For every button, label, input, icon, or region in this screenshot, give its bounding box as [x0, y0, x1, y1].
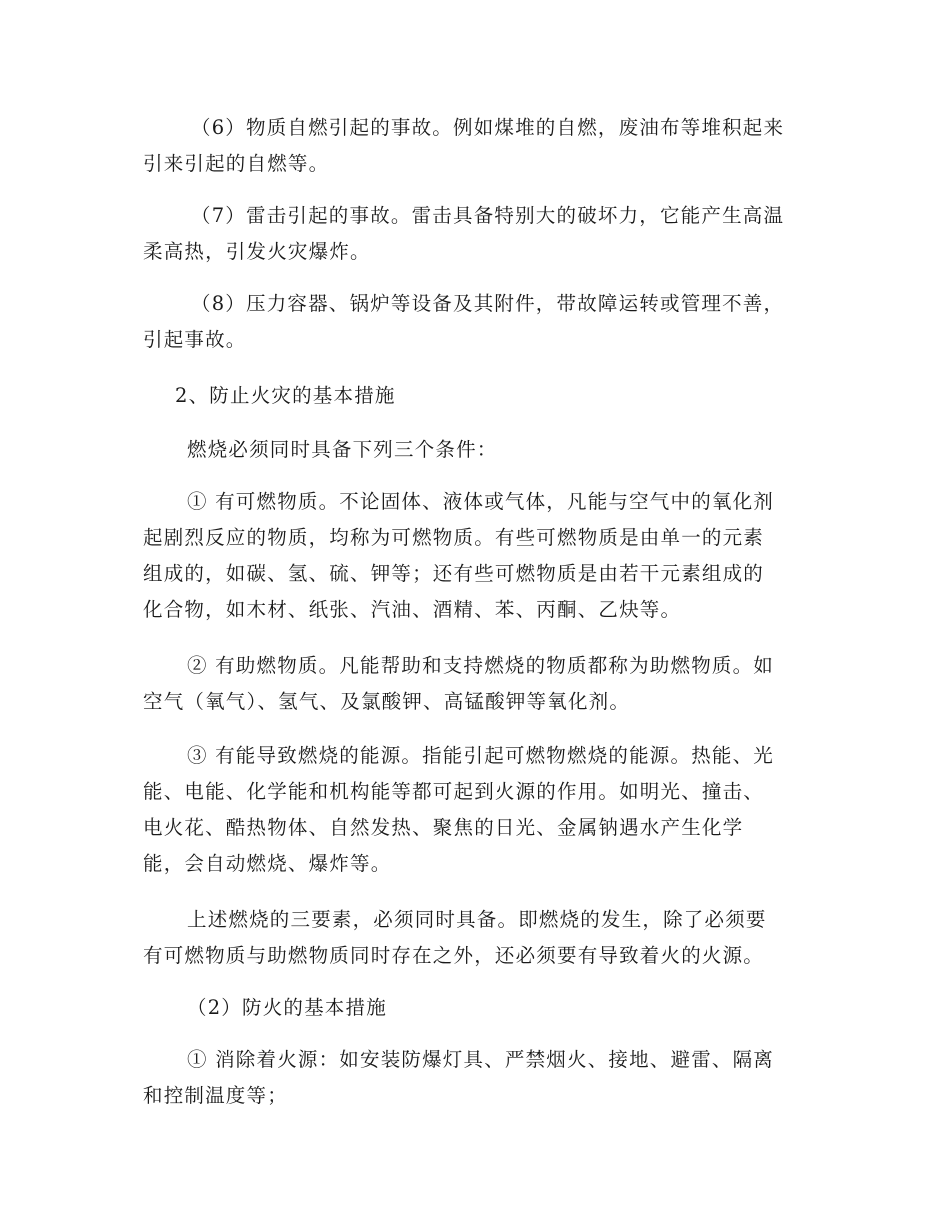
paragraph-line: 电火花、酷热物体、自然发热、聚焦的日光、金属钠遇水产生化学	[143, 816, 744, 839]
paragraph-cause-8	[143, 286, 808, 358]
paragraph-line: ② 有助燃物质。凡能帮助和支持燃烧的物质都称为助燃物质。如	[187, 654, 774, 677]
paragraph-line: 能，会自动燃烧、爆炸等。	[143, 852, 392, 875]
paragraph-cause-7	[143, 198, 808, 270]
section-heading-basic-measures	[143, 990, 808, 1026]
paragraph-three-elements-summary	[143, 902, 808, 974]
paragraph-line: ① 有可燃物质。不论固体、液体或气体，凡能与空气中的氧化剂	[187, 490, 774, 513]
paragraph-line: 柔高热，引发火灾爆炸。	[143, 240, 371, 263]
paragraph-condition-3	[143, 738, 808, 882]
paragraph-measure-1	[143, 1042, 808, 1114]
paragraph-line: 能、电能、化学能和机构能等都可起到火源的作用。如明光、撞击、	[143, 780, 765, 803]
paragraph-combustion-intro	[143, 432, 808, 468]
paragraph-line: 上述燃烧的三要素，必须同时具备。即燃烧的发生，除了必须要	[187, 908, 767, 931]
section-heading-fire-prevention	[143, 378, 808, 414]
paragraph-line: 化合物，如木材、纸张、汽油、酒精、苯、丙酮、乙炔等。	[143, 598, 682, 621]
paragraph-cause-6	[143, 110, 808, 182]
paragraph-line: 引来引起的自燃等。	[143, 152, 330, 175]
paragraph-line: 燃烧必须同时具备下列三个条件：	[187, 438, 498, 461]
paragraph-line: 组成的，如碳、氢、硫、钾等；还有些可燃物质是由若干元素组成的	[143, 562, 765, 585]
paragraph-line: 引起事故。	[143, 328, 247, 351]
paragraph-line: ① 消除着火源：如安装防爆灯具、严禁烟火、接地、避雷、隔离	[187, 1048, 774, 1071]
paragraph-line: 和控制温度等；	[143, 1084, 288, 1107]
paragraph-line: 空气（氧气）、氢气、及氯酸钾、高锰酸钾等氧化剂。	[143, 690, 631, 713]
paragraph-line: （8）压力容器、锅炉等设备及其附件，带故障运转或管理不善，	[191, 292, 785, 315]
paragraph-line: 有可燃物质与助燃物质同时存在之外，还必须要有导致着火的火源。	[143, 944, 765, 967]
heading-line: 2、防止火灾的基本措施	[175, 384, 396, 407]
paragraph-condition-2	[143, 648, 808, 720]
paragraph-line: 起剧烈反应的物质，均称为可燃物质。有些可燃物质是由单一的元素	[143, 526, 765, 549]
paragraph-line: （6）物质自燃引起的事故。例如煤堆的自燃，废油布等堆积起来	[191, 116, 785, 139]
paragraph-line: （7）雷击引起的事故。雷击具备特别大的破坏力，它能产生高温	[191, 204, 785, 227]
paragraph-condition-1	[143, 484, 808, 628]
paragraph-line: ③ 有能导致燃烧的能源。指能引起可燃物燃烧的能源。热能、光	[187, 744, 774, 767]
heading-line: （2）防火的基本措施	[187, 996, 387, 1019]
